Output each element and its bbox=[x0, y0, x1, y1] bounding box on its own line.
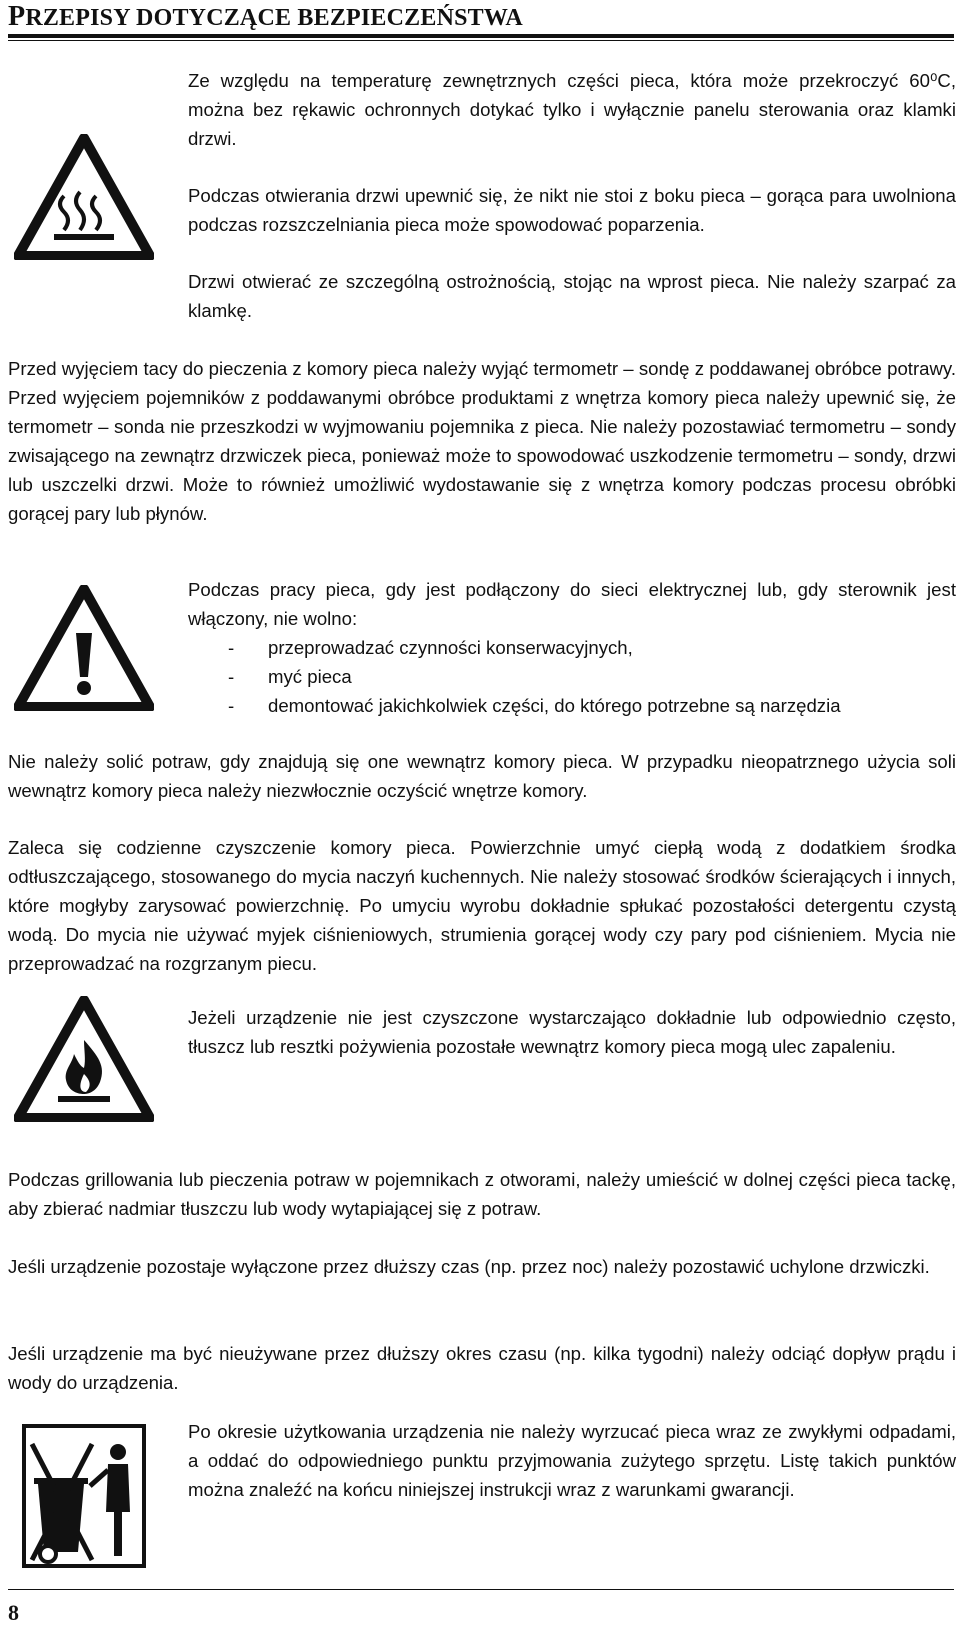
footer-rule bbox=[8, 1589, 954, 1590]
header-rule-thin bbox=[8, 40, 954, 41]
header-rule-thick bbox=[8, 34, 954, 38]
page-number: 8 bbox=[8, 1600, 19, 1625]
page-title: PRZEPISY DOTYCZĄCE BEZPIECZEŃSTWA bbox=[8, 1, 523, 32]
hot-surface-warning-icon bbox=[14, 134, 154, 260]
paragraph-door-opening: Drzwi otwierać ze szczególną ostrożnością, stojąc na wprost pieca. Nie należy szarpać za klamkę. bbox=[188, 271, 956, 321]
list-item: - myć pieca bbox=[228, 666, 352, 687]
page-header bbox=[8, 2, 952, 33]
list-item: - demontować jakichkolwiek części, do którego potrzebne są narzędzia bbox=[228, 695, 841, 716]
paragraph-salt: Nie należy solić potraw, gdy znajdują się one wewnątrz komory pieca. W przypadku nieopatrznego użycia soli wewnątrz komory pieca należy niezwłocznie oczyścić wnętrze komory. bbox=[8, 751, 956, 801]
paragraph-door-steam: Podczas otwierania drzwi upewnić się, że nikt nie stoi z boku pieca – gorąca para uwolniona podczas rozszczelniania pieca może spowodować poparzenia. bbox=[188, 185, 956, 235]
paragraph-temperature: Ze względu na temperaturę zewnętrznych części pieca, która może przekroczyć 60⁰C, można bez rękawic ochronnych dotykać tylko i wyłącznie panelu sterowania oraz klamki drzwi. bbox=[188, 70, 956, 149]
paragraph-fire-risk: Jeżeli urządzenie nie jest czyszczone wystarczająco dokładnie lub odpowiednio często, tłuszcz lub resztki pożywienia pozostałe wewnątrz komory pieca mogą ulec zapaleniu. bbox=[188, 1007, 956, 1057]
paragraph-cleaning: Zaleca się codzienne czyszczenie komory pieca. Powierzchnie umyć ciepłą wodą z dodatkiem środka odtłuszczającego, stosowanego do mycia naczyń kuchennych. Nie należy stosować środków ścierających i innych, które mogłyby zarysować powierzchnię. Po umyciu wyrobu dokładnie spłukać pozostałości detergentu czystą wodą. Do mycia nie używać myjek ciśnieniowych, strumienia gorącej wody czy pary pod ciśnieniem. Mycia nie przeprowadzać na rozgrzanym piecu. bbox=[8, 837, 956, 974]
paragraph-door-ajar: Jeśli urządzenie pozostaje wyłączone przez dłuższy czas (np. przez noc) należy pozostawić uchylone drzwiczki. bbox=[8, 1256, 930, 1277]
exclamation-warning-icon bbox=[14, 585, 154, 711]
forbidden-actions-list bbox=[188, 633, 956, 720]
paragraph-grilling: Podczas grillowania lub pieczenia potraw w pojemnikach z otworami, należy umieścić w dolnej części pieca tackę, aby zbierać nadmiar tłuszczu lub wody wytapiającej się z potraw. bbox=[8, 1169, 956, 1219]
flammable-warning-icon bbox=[14, 996, 154, 1122]
paragraph-thermometer-probe: Przed wyjęciem tacy do pieczenia z komory pieca należy wyjąć termometr – sondę z poddawanej obróbce potrawy. Przed wyjęciem pojemników z poddawanymi obróbce produktami z wnętrza komory pieca należy upewnić się, że termometr – sonda nie przeszkodzi w wyjmowaniu pojemnika z pieca. Nie należy pozostawiać termometru – sondy zwisającego na zewnątrz drzwiczek pieca, ponieważ może to spowodować uszkodzenie termometru – sondy, drzwi lub uszczelki drzwi. Może to również umożliwić wydostawanie się z wnętrza komory podczas procesu obróbki gorącej pary lub płynów. bbox=[8, 358, 956, 524]
recycling-disposal-icon bbox=[22, 1424, 146, 1568]
paragraph-forbidden-intro: Podczas pracy pieca, gdy jest podłączony do sieci elektrycznej lub, gdy sterownik jest włączony, nie wolno: bbox=[188, 579, 956, 629]
list-item: - przeprowadzać czynności konserwacyjnych, bbox=[228, 637, 633, 658]
paragraph-disposal: Po okresie użytkowania urządzenia nie należy wyrzucać pieca wraz ze zwykłymi odpadami, a oddać do odpowiedniego punktu przyjmowania zużytego sprzętu. Listę takich punktów można znaleźć na końcu niniejszej instrukcji wraz z warunkami gwarancji. bbox=[188, 1421, 956, 1500]
paragraph-long-term: Jeśli urządzenie ma być nieużywane przez dłuższy okres czasu (np. kilka tygodni) należy odciąć dopływ prądu i wody do urządzenia. bbox=[8, 1343, 956, 1393]
